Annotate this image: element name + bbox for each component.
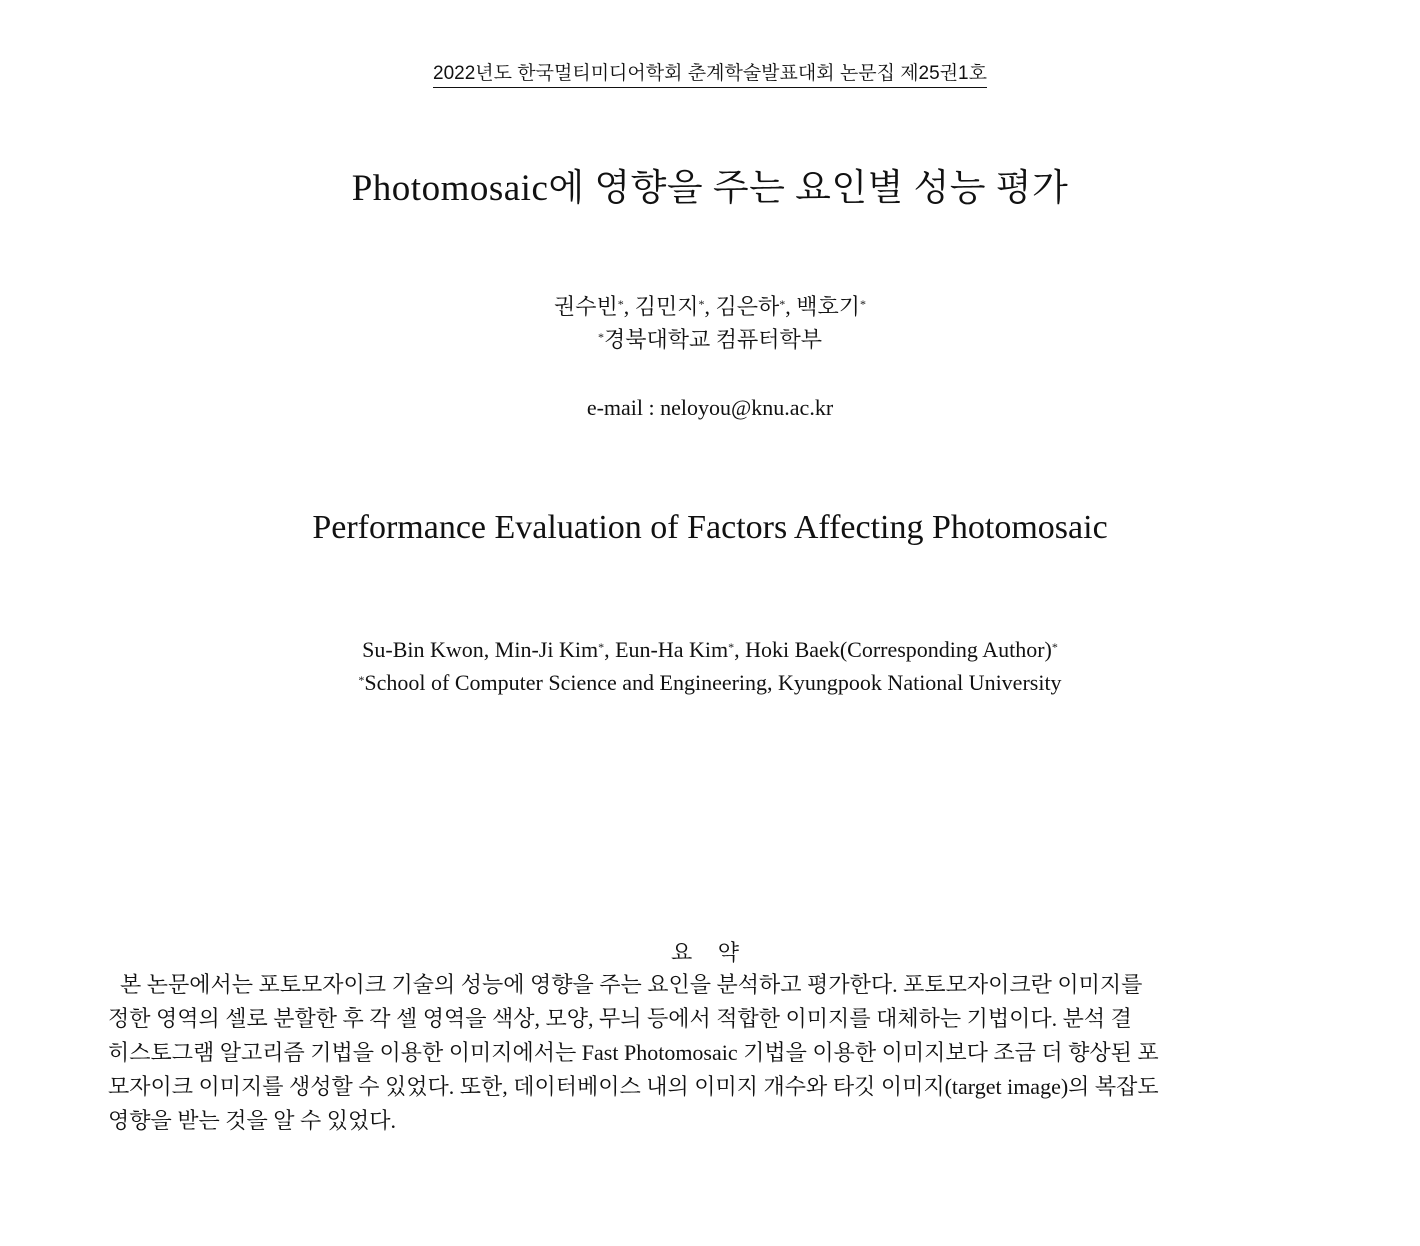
author-name: Min-Ji Kim — [494, 637, 599, 662]
author-separator: , — [704, 294, 716, 319]
paper-title-korean: Photomosaic에 영향을 주는 요인별 성능 평가 — [351, 168, 1069, 209]
author-mark: * — [728, 640, 735, 654]
author-mark: * — [860, 297, 867, 311]
author-name: 백호기 — [796, 294, 861, 319]
abstract-body — [108, 968, 1326, 1148]
affiliation-english — [0, 666, 1420, 699]
author-name: Su-Bin Kwon — [362, 637, 484, 662]
author-mark: * — [698, 297, 705, 311]
journal-header — [0, 58, 1420, 88]
author-mark: * — [598, 640, 605, 654]
affiliation-text: School of Computer Science and Engineering, Kyungpook National University — [364, 670, 1062, 695]
author-separator: , — [785, 294, 797, 319]
paper-title-english: Performance Evaluation of Factors Affecting Photomosaic — [312, 509, 1108, 546]
abstract-line: 모자이크 이미지를 생성할 수 있었다. 또한, 데이터베이스 내의 이미지 개수와 타깃 이미지(target image)의 복잡도 — [108, 1074, 1159, 1099]
author-mark: * — [1051, 640, 1058, 654]
authors-korean-block — [0, 290, 1420, 356]
author-separator: , — [604, 637, 616, 662]
author-name: 권수빈 — [553, 294, 618, 319]
contact-email: e-mail : neloyou@knu.ac.kr — [586, 395, 834, 420]
authors-english-block — [0, 633, 1420, 699]
author-name: Eun-Ha Kim — [615, 637, 729, 662]
author-separator: , — [734, 637, 746, 662]
author-name: 김은하 — [715, 294, 780, 319]
abstract-line: 영향을 받는 것을 알 수 있었다. — [108, 1108, 397, 1133]
author-mark: * — [617, 297, 624, 311]
abstract-line: 히스토그램 알고리즘 기법을 이용한 이미지에서는 Fast Photomosaic 기법을 이용한 이미지보다 조금 더 향상된 포 — [108, 1040, 1159, 1065]
affiliation-text: 경북대학교 컴퓨터학부 — [603, 327, 823, 352]
abstract-line: 본 논문에서는 포토모자이크 기술의 성능에 영향을 주는 요인을 분석하고 평가한다. 포토모자이크란 이미지를 — [120, 972, 1143, 997]
abstract-line: 정한 영역의 셀로 분할한 후 각 셀 영역을 색상, 모양, 무늬 등에서 적합한 이미지를 대체하는 기법이다. 분석 결 — [108, 1006, 1132, 1031]
affiliation-mark: * — [358, 673, 365, 687]
author-name: 김민지 — [634, 294, 699, 319]
author-name: Hoki Baek(Corresponding Author) — [745, 637, 1052, 662]
affiliation-korean — [0, 323, 1420, 356]
abstract-heading: 요 약 — [670, 940, 749, 965]
author-list-english — [0, 633, 1420, 666]
author-separator: , — [623, 294, 635, 319]
affiliation-mark: * — [597, 330, 604, 344]
author-mark: * — [779, 297, 786, 311]
journal-header-text: 2022년도 한국멀티미디어학회 춘계학술발표대회 논문집 제25권1호 — [433, 58, 987, 88]
author-list-korean — [0, 290, 1420, 323]
author-separator: , — [483, 637, 495, 662]
